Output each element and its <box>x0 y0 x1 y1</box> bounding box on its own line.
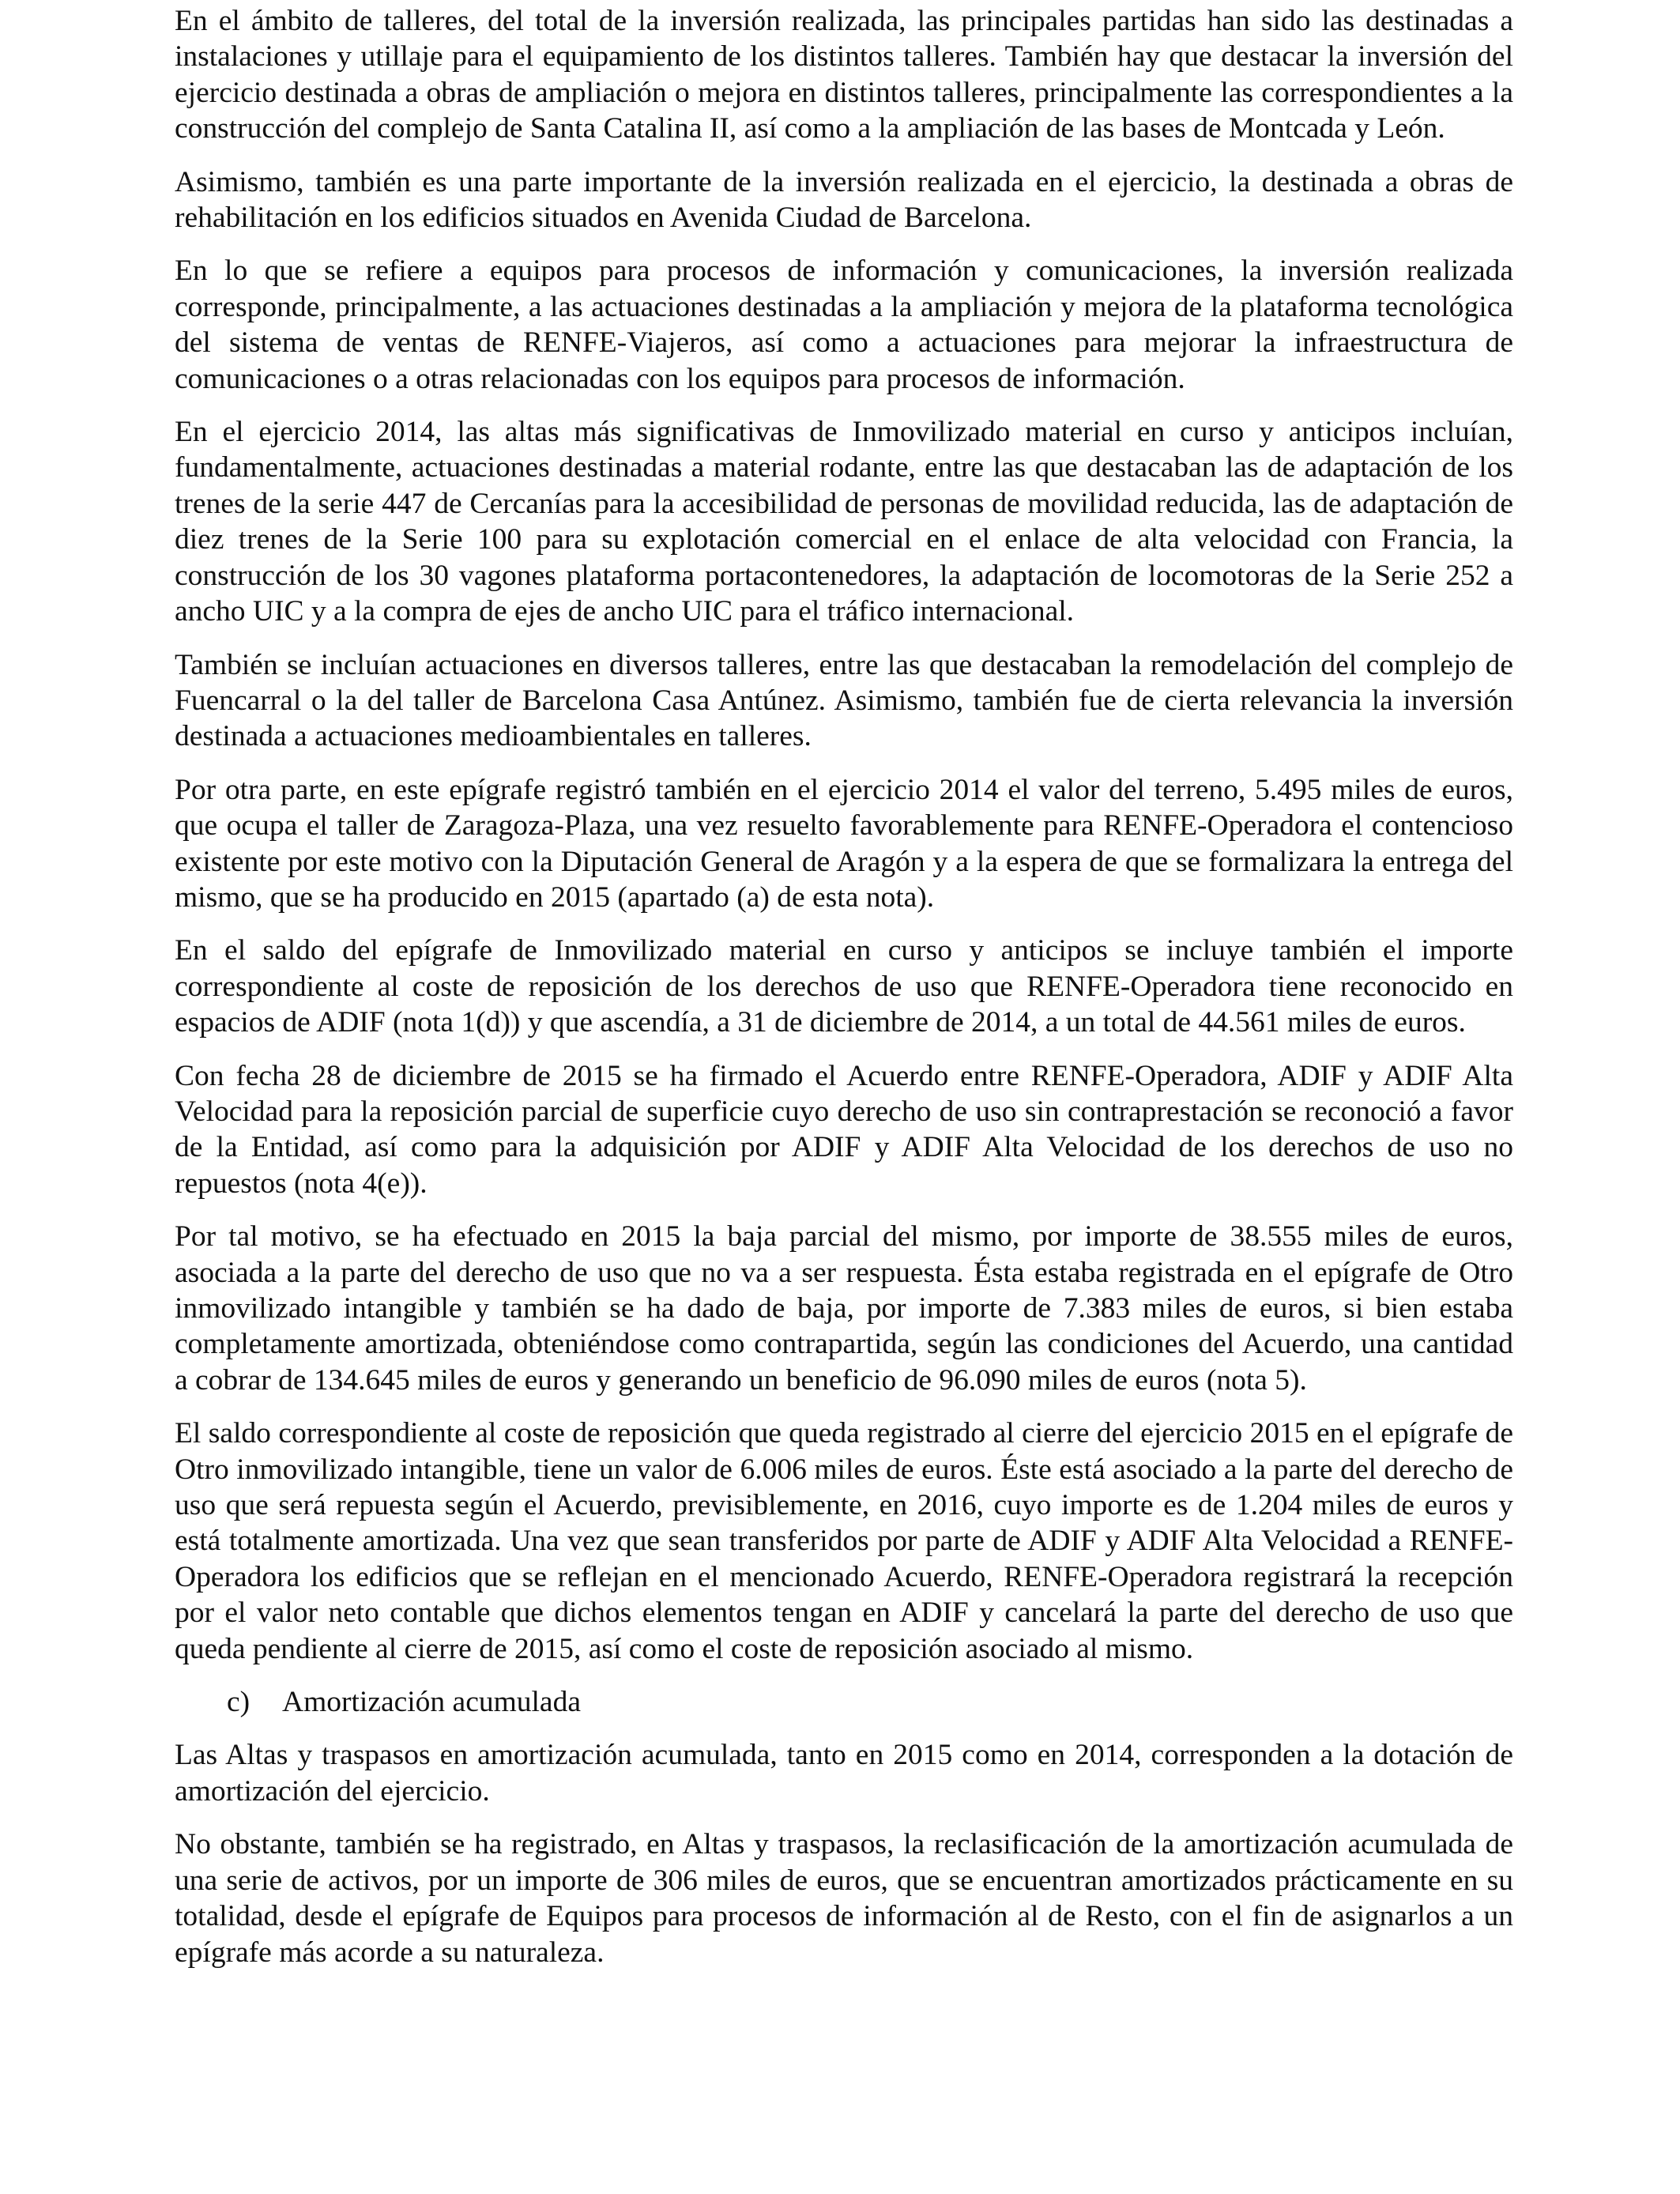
document-page <box>175 3 1513 1988</box>
paragraph-altas-2014: En el ejercicio 2014, las altas más significativas de Inmovilizado material en curso y anticipos incluían, fundamentalmente, actuaciones destinadas a material rodante, entre las que destacaban las de adaptación de los trenes de la serie 447 de Cercanías para la accesibilidad de personas de movilidad reducida, las de adaptación de diez trenes de la Serie 100 para su explotación comercial en el enlace de alta velocidad con Francia, la construcción de los 30 vagones plataforma portacontenedores, la adaptación de locomotoras de la Serie 252 a ancho UIC y a la compra de ejes de ancho UIC para el tráfico internacional. <box>175 416 1513 628</box>
section-heading <box>175 1684 1513 1720</box>
paragraph-rehabilitacion-edificios: Asimismo, también es una parte importante de la inversión realizada en el ejercicio, la destinada a obras de rehabilitación en los edificios situados en Avenida Ciudad de Barcelona. <box>175 165 1513 235</box>
section-marker: c) <box>227 1686 250 1719</box>
paragraph-saldo-coste-reposicion: El saldo correspondiente al coste de reposición que queda registrado al cierre del ejercicio 2015 en el epígrafe de Otro inmovilizado intangible, tiene un valor de 6.006 miles de euros. Éste está asociado a la parte del derecho de uso que será repuesta según el Acuerdo, previsiblemente, en 2016, cuyo importe es de 1.204 miles de euros y está totalmente amortizada. Una vez que sean transferidos por parte de ADIF y ADIF Alta Velocidad a RENFE-Operadora los edificios que se reflejan en el mencionado Acuerdo, RENFE-Operadora registrará la recepción por el valor neto contable que dichos elementos tengan en ADIF y cancelará la parte del derecho de uso que queda pendiente al cierre de 2015, así como el coste de reposición asociado al mismo. <box>175 1417 1513 1665</box>
paragraph-acuerdo-adif: Con fecha 28 de diciembre de 2015 se ha firmado el Acuerdo entre RENFE-Operadora, ADIF y ADIF Alta Velocidad para la reposición parcial de superficie cuyo derecho de uso sin contraprestación se reconoció a favor de la Entidad, así como para la adquisición por ADIF y ADIF Alta Velocidad de los derechos de uso no repuestos (nota 4(e)). <box>175 1059 1513 1200</box>
paragraph-actuaciones-talleres: También se incluían actuaciones en diversos talleres, entre las que destacaban la remodelación del complejo de Fuencarral o la del taller de Barcelona Casa Antúnez. Asimismo, también fue de cierta relevancia la inversión destinada a actuaciones medioambientales en talleres. <box>175 648 1513 753</box>
paragraph-equipos-informacion: En lo que se refiere a equipos para procesos de información y comunicaciones, la inversión realizada corresponde, principalmente, a las actuaciones destinadas a la ampliación y mejora de la plataforma tecnológica del sistema de ventas de RENFE-Viajeros, así como a actuaciones para mejorar la infraestructura de comunicaciones o a otras relacionadas con los equipos para procesos de información. <box>175 254 1513 395</box>
section-title: Amortización acumulada <box>282 1686 581 1719</box>
paragraph-altas-traspasos: Las Altas y traspasos en amortización acumulada, tanto en 2015 como en 2014, corresponden a la dotación de amortización del ejercicio. <box>175 1739 1513 1808</box>
paragraph-reclasificacion: No obstante, también se ha registrado, en Altas y traspasos, la reclasificación de la amortización acumulada de una serie de activos, por un importe de 306 miles de euros, que se encuentran amortizados prácticamente en su totalidad, desde el epígrafe de Equipos para procesos de información al de Resto, con el fin de asignarlos a un epígrafe más acorde a su naturaleza. <box>175 1828 1513 1969</box>
paragraph-talleres-inversion: En el ámbito de talleres, del total de la inversión realizada, las principales partidas han sido las destinadas a instalaciones y utillaje para el equipamiento de los distintos talleres. También hay que destacar la inversión del ejercicio destinada a obras de ampliación o mejora en distintos talleres, principalmente las correspondientes a la construcción del complejo de Santa Catalina II, así como a la ampliación de las bases de Montcada y León. <box>175 5 1513 145</box>
paragraph-terreno-zaragoza: Por otra parte, en este epígrafe registró también en el ejercicio 2014 el valor del terreno, 5.495 miles de euros, que ocupa el taller de Zaragoza-Plaza, una vez resuelto favorablemente para RENFE-Operadora el contencioso existente por este motivo con la Diputación General de Aragón y a la espera de que se formalizara la entrega del mismo, que se ha producido en 2015 (apartado (a) de esta nota). <box>175 773 1513 914</box>
paragraph-derechos-de-uso: En el saldo del epígrafe de Inmovilizado material en curso y anticipos se incluye también el importe correspondiente al coste de reposición de los derechos de uso que RENFE-Operadora tiene reconocido en espacios de ADIF (nota 1(d)) y que ascendía, a 31 de diciembre de 2014, a un total de 44.561 miles de euros. <box>175 934 1513 1039</box>
paragraph-baja-parcial: Por tal motivo, se ha efectuado en 2015 la baja parcial del mismo, por importe de 38.555 miles de euros, asociada a la parte del derecho de uso que no va a ser respuesta. Ésta estaba registrada en el epígrafe de Otro inmovilizado intangible y también se ha dado de baja, por importe de 7.383 miles de euros, si bien estaba completamente amortizada, obteniéndose como contrapartida, según las condiciones del Acuerdo, una cantidad a cobrar de 134.645 miles de euros y generando un beneficio de 96.090 miles de euros (nota 5). <box>175 1220 1513 1397</box>
